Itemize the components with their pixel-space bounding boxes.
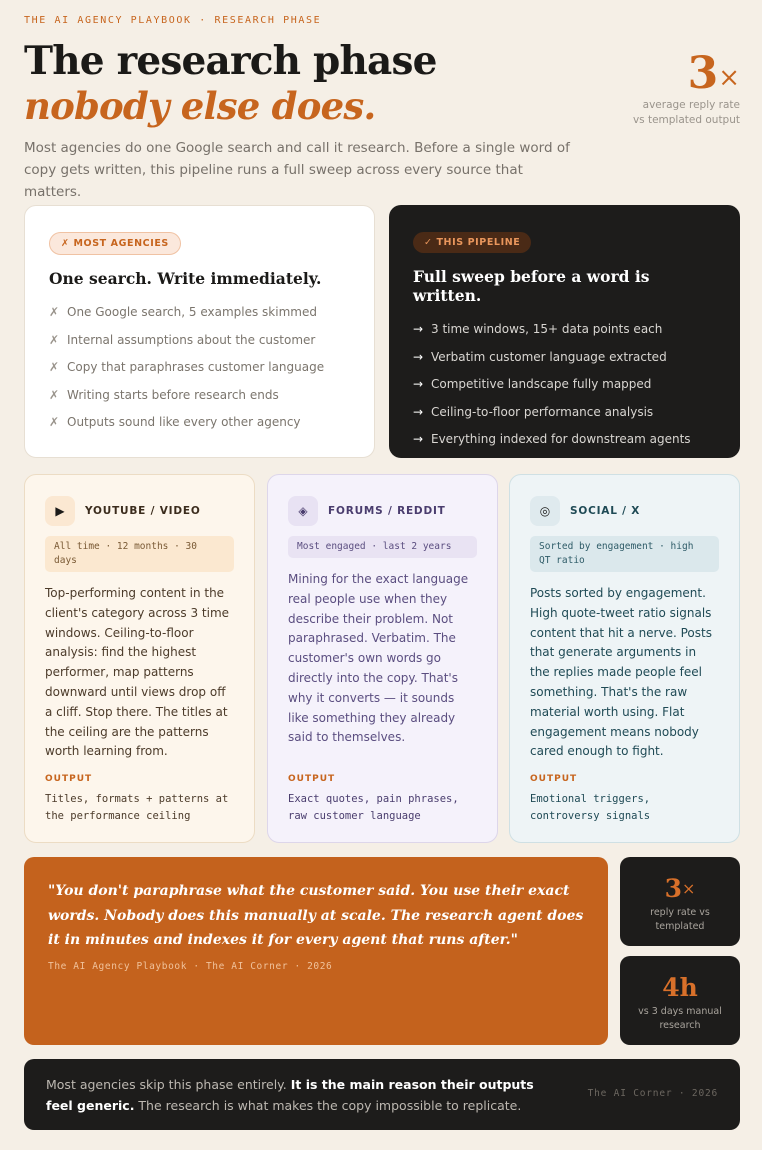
stat-value: 4h (662, 973, 698, 1002)
page-title: The research phase (24, 38, 437, 84)
list-item (49, 409, 350, 437)
time-window-chip: Sorted by engagement · high QT ratio (530, 536, 719, 572)
arrow-right-icon: → (413, 322, 424, 336)
this-pipeline-list (413, 316, 716, 454)
footer-brand: The AI Corner · 2026 (587, 1088, 718, 1099)
hero-stat-caption-line: average reply rate (642, 99, 740, 111)
list-item (49, 354, 350, 382)
arrow-right-icon: → (413, 349, 424, 364)
footer-banner (24, 1059, 740, 1130)
page-title-accent: nobody else does. (24, 84, 376, 128)
this-pipeline-heading: Full sweep before a word is written. (413, 267, 650, 305)
list-item-text: Everything indexed for downstream agents (431, 432, 691, 446)
source-card-header (530, 495, 719, 527)
arrow-right-icon: → (413, 404, 424, 419)
list-item (49, 382, 350, 410)
footer-text: Most agencies skip this phase entirely. (46, 1077, 291, 1092)
list-item-text: Writing starts before research ends (67, 387, 279, 402)
most-agencies-heading: One search. Write immediately. (49, 269, 322, 288)
eyebrow: THE AI AGENCY PLAYBOOK · RESEARCH PHASE (24, 15, 322, 26)
cross-icon: ✗ (49, 387, 60, 402)
most-agencies-list (49, 299, 350, 437)
output-label: OUTPUT (45, 774, 93, 784)
output-value: Exact quotes, pain phrases, raw customer language (288, 793, 459, 822)
output-value: Emotional triggers, controversy signals (530, 793, 651, 822)
source-name: YOUTUBE / VIDEO (85, 505, 201, 517)
list-item-text: 3 time windows, 15+ data points each (431, 322, 663, 336)
source-card-header (288, 495, 477, 527)
list-item (49, 299, 350, 327)
cross-icon: ✗ (49, 305, 60, 319)
footer-message (46, 1075, 546, 1116)
source-name: SOCIAL / X (570, 505, 641, 517)
stat-card-reply-rate (620, 857, 740, 946)
list-item-text: Competitive landscape fully mapped (431, 377, 652, 391)
stat-number: 3 (664, 874, 682, 903)
multiply-icon: × (682, 879, 696, 898)
play-icon: ▶ (45, 496, 75, 526)
most-agencies-badge: ✗ MOST AGENCIES (49, 232, 181, 255)
list-item-text: One Google search, 5 examples skimmed (67, 305, 317, 319)
hero-stat-number: 3 (687, 48, 719, 99)
list-item (413, 344, 716, 372)
quote-attribution: The AI Agency Playbook · The AI Corner · 2026 (48, 960, 333, 972)
forum-icon: ◈ (288, 496, 318, 526)
list-item-text: Ceiling-to-floor performance analysis (431, 404, 654, 419)
footer-text: The research is what makes the copy impossible to replicate. (134, 1097, 522, 1113)
source-card-reddit (267, 474, 498, 843)
output-label: OUTPUT (288, 774, 336, 784)
stat-caption: reply rate vs templated (650, 907, 710, 932)
cross-icon: ✗ (49, 415, 60, 429)
pull-quote (24, 857, 608, 1045)
list-item-text: Outputs sound like every other agency (67, 415, 301, 429)
cross-icon: ✗ (49, 360, 60, 374)
this-pipeline-badge: ✓ THIS PIPELINE (413, 232, 531, 253)
list-item (413, 316, 716, 344)
list-item (413, 399, 716, 427)
hero-stat (632, 48, 740, 128)
arrow-right-icon: → (413, 432, 424, 446)
this-pipeline-card (389, 205, 740, 458)
list-item (413, 426, 716, 454)
source-card-social (509, 474, 740, 843)
source-card-youtube (24, 474, 255, 843)
time-window-chip: Most engaged · last 2 years (288, 536, 477, 558)
source-description: Top-performing content in the client's category across 3 time windows. Ceiling-to-floor analysis: find the highest performer, map patterns downward until views drop off a cliff. Stop there. The titles at the ceiling are the patterns worth learning from. (45, 586, 230, 759)
stat-card-time (620, 956, 740, 1045)
output-value: Titles, formats + patterns at the performance ceiling (45, 793, 229, 822)
quote-text: "You don't paraphrase what the customer said. You use their exact words. Nobody does this manually at scale. The research agent does it in minutes and indexes it for every agent that runs after." (48, 883, 584, 948)
hero-stat-value (633, 48, 740, 99)
multiply-icon: × (718, 63, 740, 93)
source-description: Mining for the exact language real people use when they describe their problem. Not paraphrased. Verbatim. The customer's own words go directly into the copy. That's why it converts — it sounds like something they already said to themselves. (288, 572, 469, 745)
stat-value (620, 875, 740, 903)
list-item (413, 371, 716, 399)
cross-icon: ✗ (49, 332, 60, 347)
most-agencies-card (24, 205, 375, 458)
list-item-text: Copy that paraphrases customer language (67, 360, 325, 374)
list-item-text: Verbatim customer language extracted (431, 349, 667, 364)
list-item-text: Internal assumptions about the customer (67, 332, 316, 347)
hero-stat-caption (633, 98, 740, 128)
source-name: FORUMS / REDDIT (328, 505, 446, 517)
output-label: OUTPUT (530, 774, 578, 784)
time-window-chip: All time · 12 months · 30 days (45, 536, 234, 572)
stat-caption: vs 3 days manual research (638, 1006, 722, 1031)
source-description: Posts sorted by engagement. High quote-tweet ratio signals content that hit a nerve. Posts that generate arguments in the replies made people feel something. That's the raw material worth using. Flat engagement means nobody cared enough to fight. (530, 586, 712, 759)
footer-text-bold: It is the main reason their outputs feel generic. (46, 1077, 534, 1113)
at-sign-icon: ◎ (530, 496, 560, 526)
arrow-right-icon: → (413, 377, 424, 391)
list-item (49, 327, 350, 355)
hero-stat-caption-line: vs templated output (632, 114, 740, 126)
source-card-header (45, 495, 234, 527)
lede: Most agencies do one Google search and call it research. Before a single word of copy gets written, this pipeline runs a full sweep across every source that matters. (24, 140, 570, 200)
